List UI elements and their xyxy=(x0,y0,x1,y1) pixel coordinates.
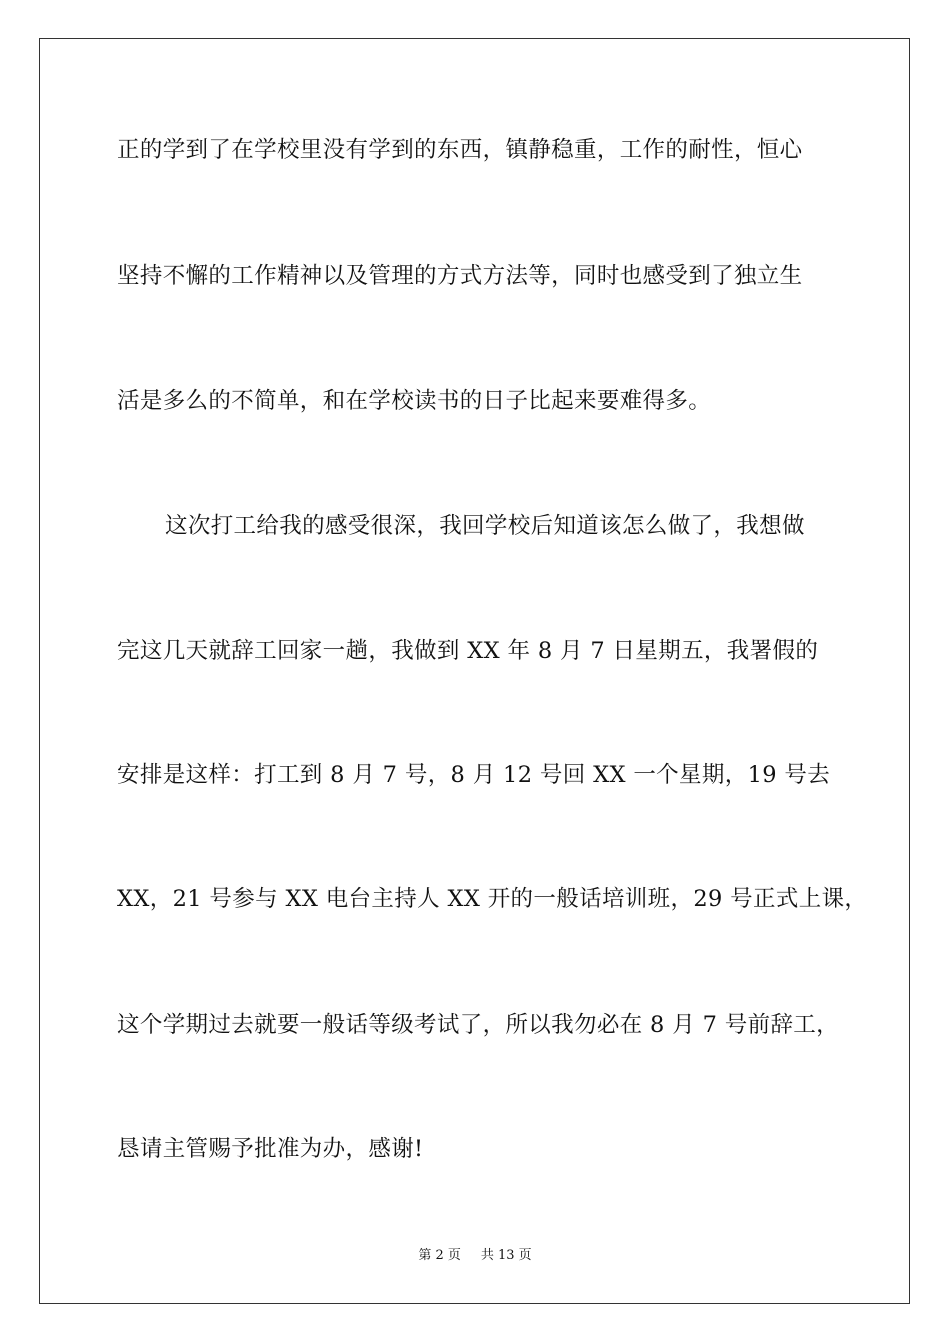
text-line-4: 这次打工给我的感受很深，我回学校后知道该怎么做了，我想做 xyxy=(165,513,805,539)
text-line-5: 完这几天就辞工回家一趟，我做到 XX 年 8 月 7 日星期五，我署假的 xyxy=(117,638,819,664)
page-number: 第 2 页 xyxy=(418,1248,461,1263)
text-line-9: 恳请主管赐予批准为办，感谢! xyxy=(117,1136,424,1162)
page-footer xyxy=(0,1248,950,1264)
text-line-6: 安排是这样：打工到 8 月 7 号，8 月 12 号回 XX 一个星期，19 号去 xyxy=(117,762,831,788)
text-line-3: 活是多么的不简单，和在学校读书的日子比起来要难得多。 xyxy=(117,388,712,414)
page-frame xyxy=(39,38,910,1304)
text-line-7: XX，21 号参与 XX 电台主持人 XX 开的一般话培训班，29 号正式上课， xyxy=(117,886,868,912)
page-total: 共 13 页 xyxy=(480,1248,532,1263)
text-line-8: 这个学期过去就要一般话等级考试了，所以我勿必在 8 月 7 号前辞工， xyxy=(117,1012,839,1038)
text-line-2: 坚持不懈的工作精神以及管理的方式方法等，同时也感受到了独立生 xyxy=(117,263,803,289)
text-line-1: 正的学到了在学校里没有学到的东西，镇静稳重，工作的耐性，恒心 xyxy=(117,137,803,163)
